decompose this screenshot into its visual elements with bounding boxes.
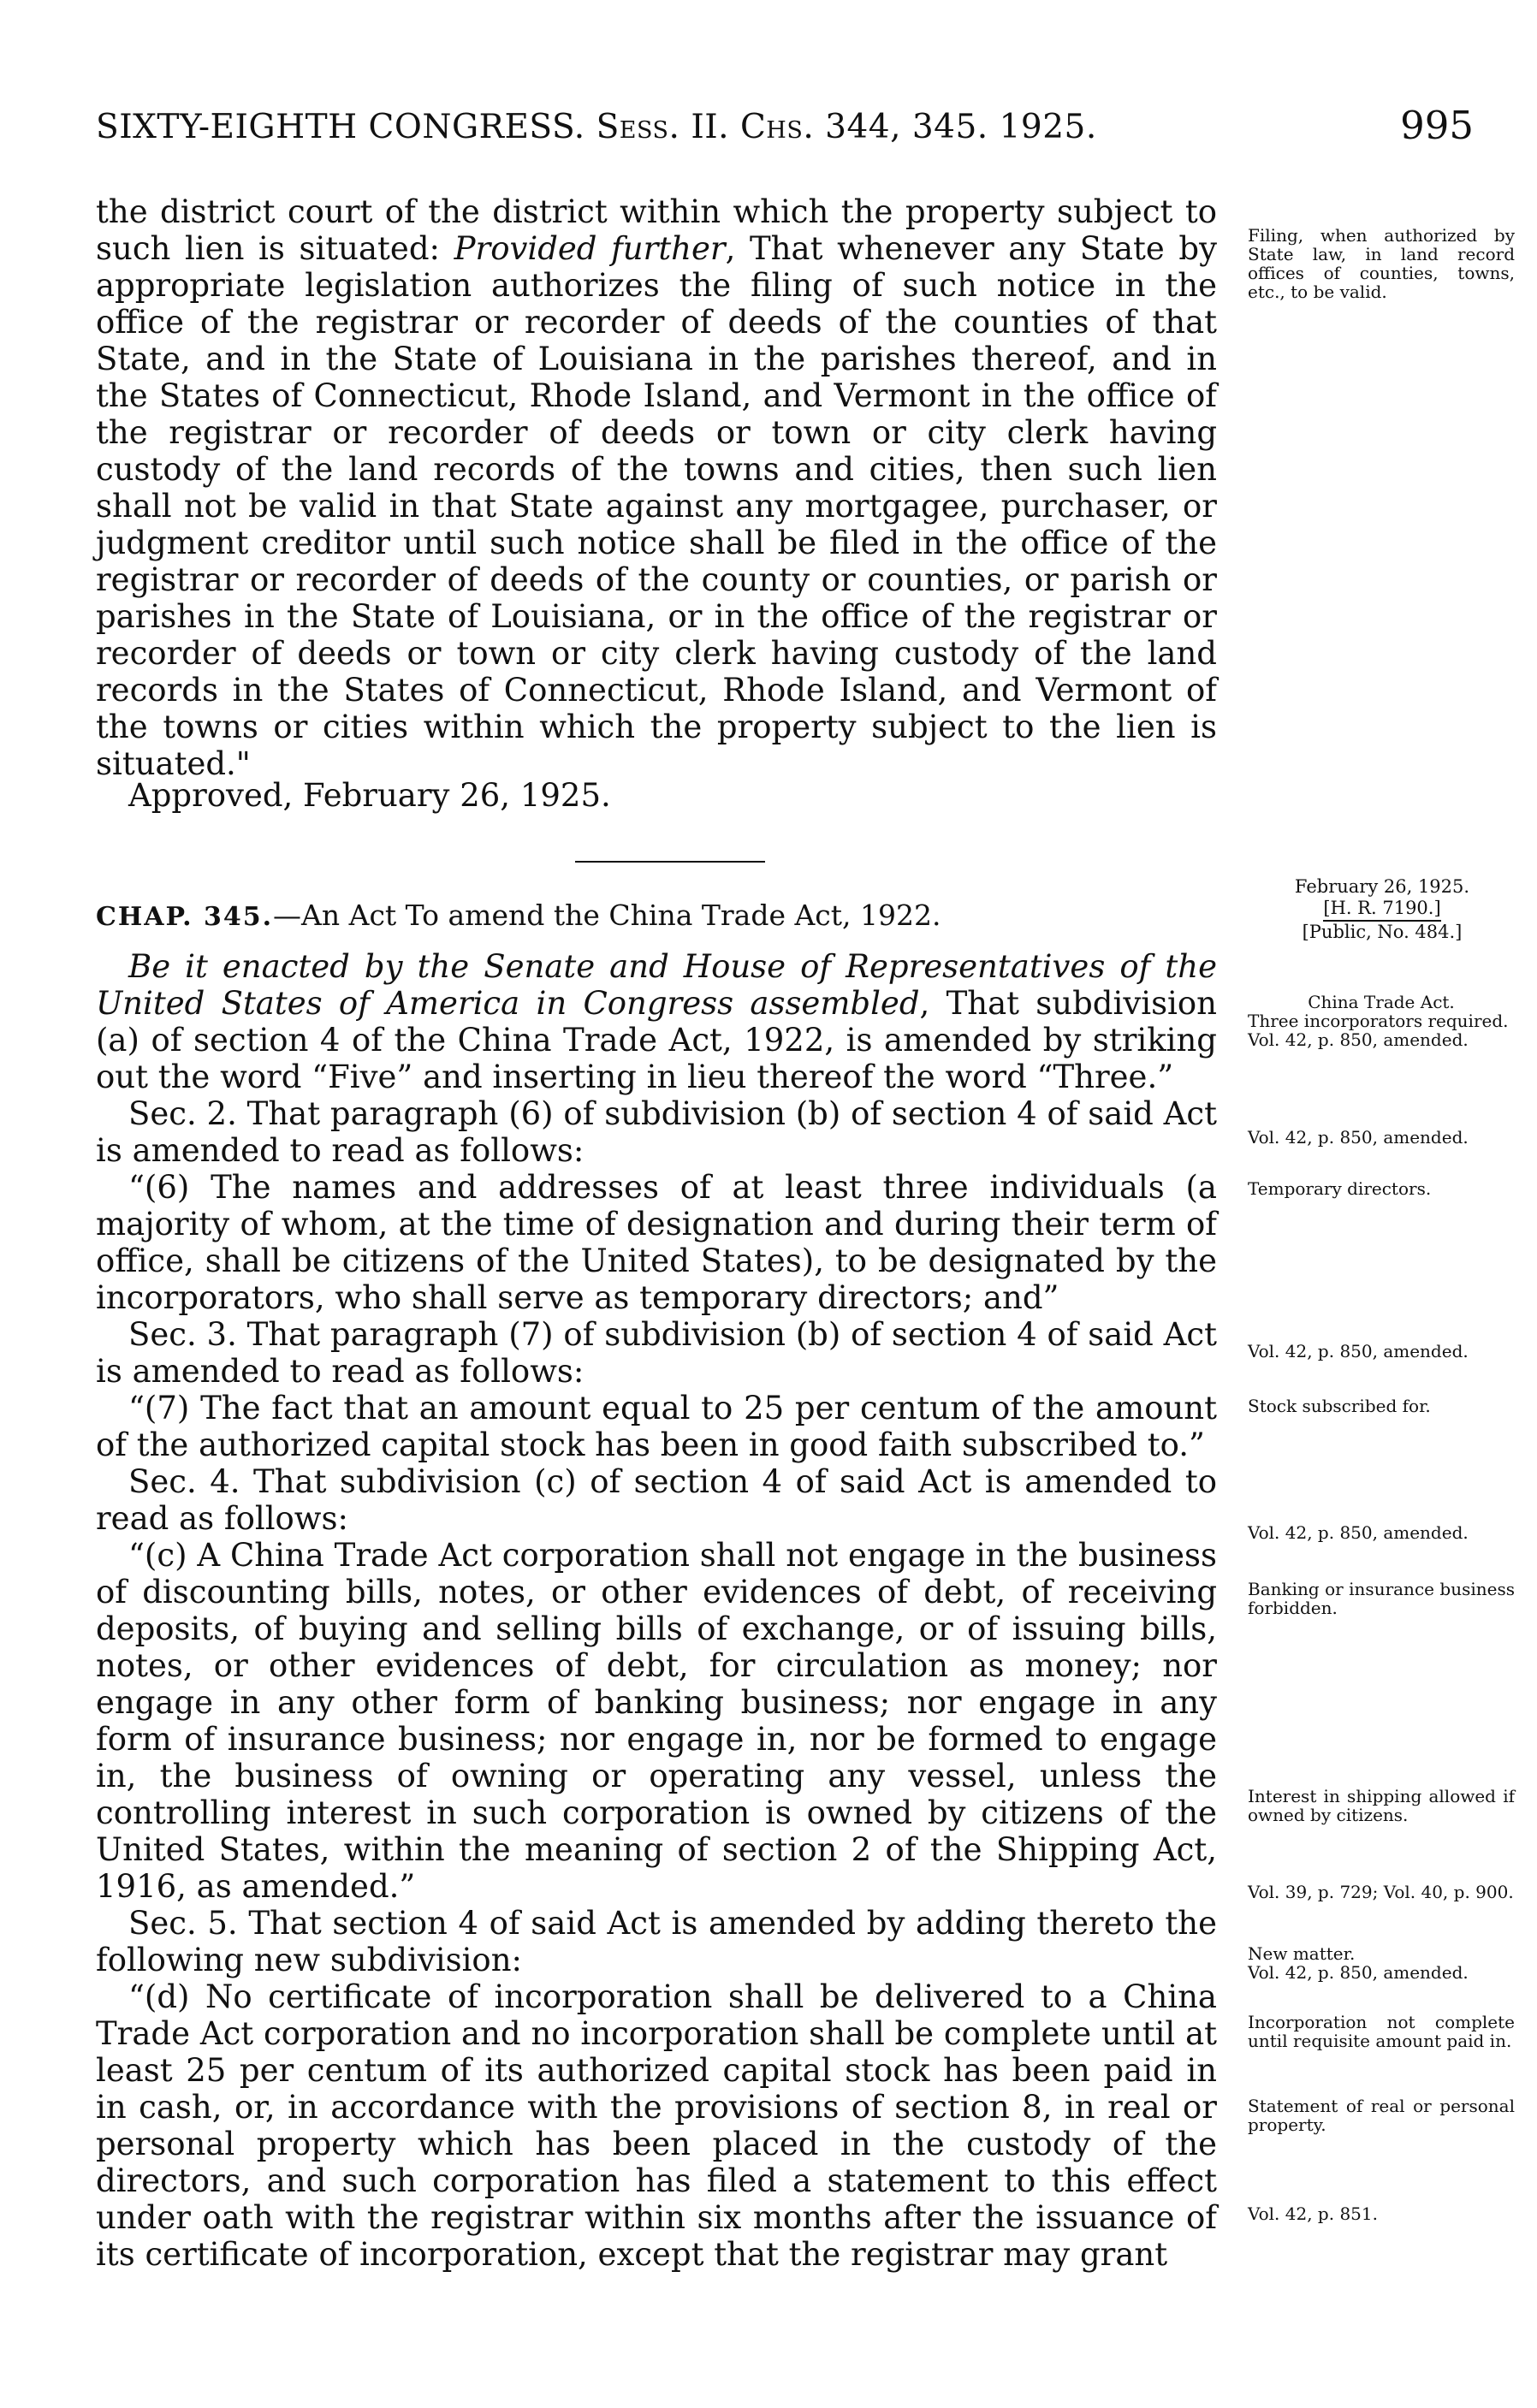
enacting-clause [96,948,1217,1095]
margin-note-china-trade [1248,993,1515,1049]
margin-note-vol42-2: Vol. 42, p. 850, amended. [1248,1127,1469,1148]
chapter-heading [96,899,941,932]
margin-note-filing: Filing, when authorized by State law, in land record offices of counties, towns, etc., to be valid. [1248,225,1515,302]
chapter-date-block [1241,876,1523,943]
section-3-quote: “(7) The fact that an amount equal to 25 per centum of the amount of the authorized capital stock has been in good faith subscribed to.” [96,1390,1217,1463]
margin-note-vol42-851: Vol. 42, p. 851. [1248,2203,1378,2224]
chapter-label: CHAP. 345. [96,902,274,932]
margin-note-new-matter [1248,1944,1515,1982]
continuation-lead: the district court of the district within which the property subject to such lien is situated: [96,193,1217,267]
bill-number: [H. R. 7190.] [1323,898,1440,922]
margin-note-vol39: Vol. 39, p. 729; Vol. 40, p. 900. [1248,1882,1514,1902]
section-3: Sec. 3. That paragraph (7) of subdivision (b) of section 4 of said Act is amended to read as follows: [96,1316,1217,1390]
section-5: Sec. 5. That section 4 of said Act is amended by adding thereto the following new subdivision: [96,1905,1217,1978]
margin-vol42-5: Vol. 42, p. 850, amended. [1248,1962,1469,1983]
header-session: Sess. II. [596,108,730,146]
margin-note-temporary-directors: Temporary directors. [1248,1178,1432,1199]
margin-note-banking: Banking or insurance business forbidden. [1248,1579,1515,1618]
chapter-date: February 26, 1925. [1294,876,1470,897]
section-5-quote: “(d) No certificate of incorporation shall be delivered to a China Trade Act corporation and no incorporation shall be complete until at least 25 per centum of its authorized capital stock has been paid in in cash, or, in accordance with the provisions of section 8, in real or personal property which has been placed in the custody of the directors, and such corporation has filed a statement to this effect under oath with the registrar within six months after the issuance of its certificate of incorporation, except that the registrar may grant [96,1978,1217,2273]
margin-china-trade-act: China Trade Act. [1308,992,1455,1012]
running-header [96,103,1474,159]
continuation-text [96,193,1217,782]
margin-note-vol42-4: Vol. 42, p. 850, amended. [1248,1522,1469,1543]
section-2-quote: “(6) The names and addresses of at least three individuals (a majority of whom, at the time of designation and during their term of office, shall be citizens of the United States), to be designated by the incorporators, who shall serve as temporary directors; and” [96,1169,1217,1316]
proviso-italic: Provided further [454,230,726,267]
section-4-quote: “(c) A China Trade Act corporation shall not engage in the business of discounting bills, notes, or other evidences of debt, of receiving deposits, of buying and selling bills of exchange, or of issuing bills, notes, or other evidences of debt, for circulation as money; nor engage in any other form of banking business; nor engage in any form of insurance business; nor engage in, nor be formed to engage in, the business of owning or operating any vessel, unless the controlling interest in such corporation is owned by citizens of the United States, within the meaning of section 2 of the Shipping Act, 1916, as amended.” [96,1537,1217,1905]
header-congress: SIXTY-EIGHTH CONGRESS. [96,108,585,146]
public-law-number: [Public, No. 484.] [1302,922,1463,942]
continuation-paragraph [96,193,1217,782]
margin-note-interest-shipping: Interest in shipping allowed if owned by citizens. [1248,1786,1515,1825]
chapter-title: —An Act To amend the China Trade Act, 1922. [273,899,941,932]
header-year: 1925. [999,108,1097,146]
margin-three-incorporators: Three incorporators required. [1248,1011,1509,1031]
act-sections [96,948,1217,2273]
margin-note-stock-subscribed: Stock subscribed for. [1248,1396,1431,1416]
margin-note-vol42-3: Vol. 42, p. 850, amended. [1248,1341,1469,1361]
header-chapters: Chs. 344, 345. [739,108,988,146]
section-divider [575,861,765,863]
section-2: Sec. 2. That paragraph (6) of subdivision (b) of section 4 of said Act is amended to read as follows: [96,1095,1217,1169]
approval-line: Approved, February 26, 1925. [128,777,611,814]
margin-note-incorporation: Incorporation not complete until requisite amount paid in. [1248,2012,1515,2051]
margin-new-matter: New matter. [1248,1943,1356,1964]
continuation-body: , That whenever any State by appropriate legislation authorizes the filing of such notice in the office of the registrar or recorder of deeds of the counties of that State, and in the State of Louisiana in the parishes thereof, and in the States of Connecticut, Rhode Island, and Vermont in the office of the registrar or recorder of deeds or town or city clerk having custody of the land records of the towns and cities, then such lien shall not be valid in that State against any mortgagee, purchaser, or judgment creditor until such notice shall be filed in the office of the registrar or recorder of deeds of the county or counties, or parish or parishes in the State of Louisiana, or in the office of the registrar or recorder of deeds or town or city clerk having custody of the land records in the States of Connecticut, Rhode Island, and Vermont of the towns or cities within which the property subject to the lien is situated." [96,230,1217,782]
enacting-italic: Be it enacted by the Senate and House of Representatives of the United States of America in Congress assembled [96,948,1217,1022]
page-number: 995 [1400,103,1474,148]
section-4: Sec. 4. That subdivision (c) of section 4 of said Act is amended to read as follows: [96,1463,1217,1537]
header-citation [96,108,1097,146]
margin-vol42-1: Vol. 42, p. 850, amended. [1248,1029,1469,1050]
margin-note-statement: Statement of real or personal property. [1248,2096,1515,2135]
enacting-text: , That subdivision (a) of section 4 of the China Trade Act, 1922, is amended by striking out the word “Five” and inserting in lieu thereof the word “Three.” [96,985,1217,1095]
